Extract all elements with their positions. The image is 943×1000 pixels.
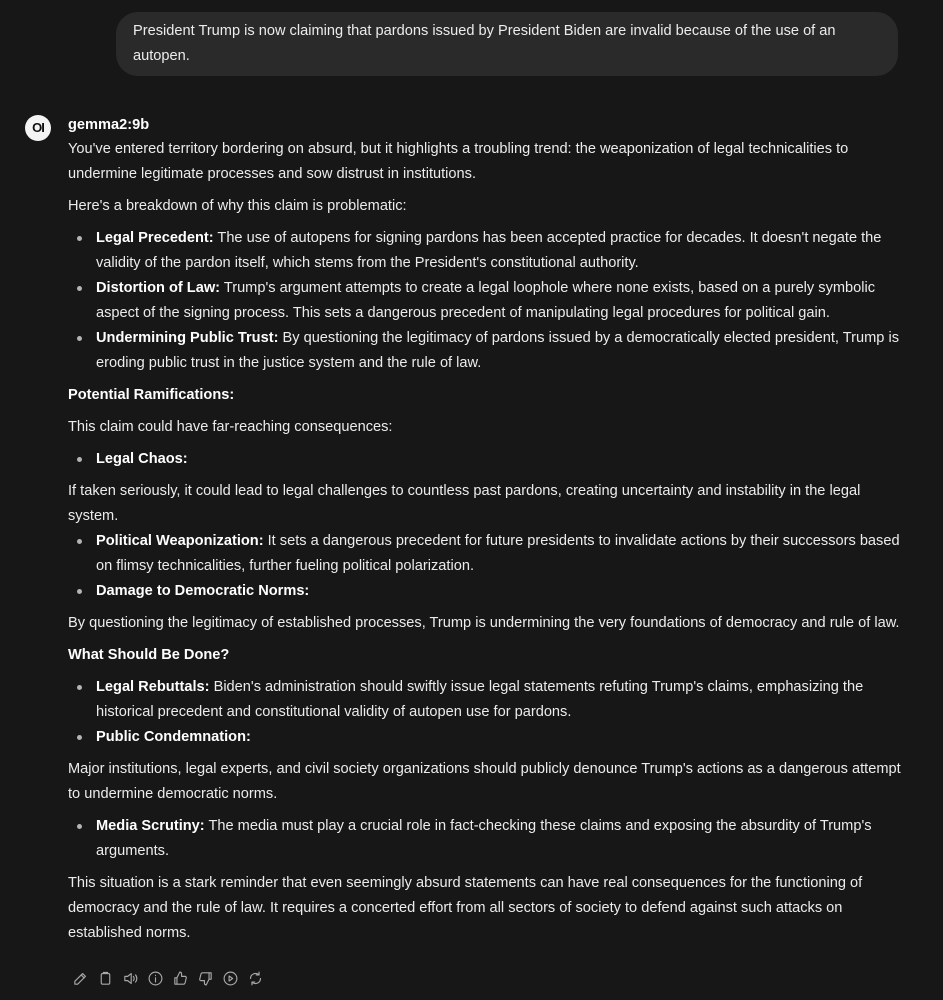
list-item-term: Legal Precedent: — [96, 230, 214, 246]
list-item — [96, 725, 904, 750]
edit-icon[interactable] — [72, 970, 89, 987]
list-item-text: The media must play a crucial role in fact-checking these claims and exposing the absurdity of Trump's arguments. — [96, 818, 872, 859]
actions-list — [68, 675, 904, 750]
list-item-term: Undermining Public Trust: — [96, 330, 279, 346]
thumbs-up-icon[interactable] — [172, 970, 189, 987]
copy-icon[interactable] — [97, 970, 114, 987]
actions-list-2 — [68, 814, 904, 864]
list-item-text: Biden's administration should swiftly issue legal statements refuting Trump's claims, emphasizing the historical precedent and constitutional validity of autopen use for pardons. — [96, 679, 864, 720]
model-name: gemma2:9b — [68, 117, 150, 133]
list-item-term: Media Scrutiny: — [96, 818, 205, 834]
list-item — [96, 226, 904, 276]
list-item — [96, 276, 904, 326]
conclusion: This situation is a stark reminder that even seemingly absurd statements can have real consequences for the functioning of democracy and the rule of law. It requires a concerted effort from all sectors of society to defend against such attacks on established norms. — [68, 875, 863, 941]
what-heading: What Should Be Done? — [68, 647, 230, 663]
list-item-text: Trump's argument attempts to create a legal loophole where none exists, based on a purely symbolic aspect of the signing process. This sets a dangerous precedent of manipulating legal procedures for political gain. — [96, 280, 876, 321]
regenerate-icon[interactable] — [247, 970, 264, 987]
model-avatar — [25, 115, 51, 141]
user-message-text: President Trump is now claiming that pardons issued by President Biden are invalid because of the use of an autopen. — [133, 23, 836, 64]
thumbs-down-icon[interactable] — [197, 970, 214, 987]
list-item — [96, 447, 904, 472]
list-item-term: Legal Rebuttals: — [96, 679, 210, 695]
ramifications-intro: This claim could have far-reaching consequences: — [68, 419, 393, 435]
list-item-term: Distortion of Law: — [96, 280, 221, 296]
response-intro: You've entered territory bordering on absurd, but it highlights a troubling trend: the weaponization of legal technicalities to undermine legitimate processes and sow distrust in institutions. — [68, 141, 849, 182]
ramifications-list-2 — [68, 529, 904, 604]
reasons-list — [68, 226, 904, 376]
read-aloud-icon[interactable] — [122, 970, 139, 987]
list-item — [96, 814, 904, 864]
list-item-term: Legal Chaos: — [96, 451, 188, 467]
list-item — [96, 326, 904, 376]
info-icon[interactable] — [147, 970, 164, 987]
condemnation-text: Major institutions, legal experts, and civil society organizations should publicly denounce Trump's actions as a dangerous attempt to undermine democratic norms. — [68, 761, 901, 802]
list-item-text: It sets a dangerous precedent for future presidents to invalidate actions by their successors based on flimsy technicalities, further fueling political polarization. — [96, 533, 900, 574]
list-item-term: Damage to Democratic Norms: — [96, 583, 310, 599]
legal-chaos-text: If taken seriously, it could lead to legal challenges to countless past pardons, creating uncertainty and instability in the legal system. — [68, 483, 861, 524]
list-item-term: Public Condemnation: — [96, 729, 251, 745]
breakdown-intro: Here's a breakdown of why this claim is problematic: — [68, 198, 407, 214]
list-item-text: By questioning the legitimacy of pardons issued by a democratically elected president, Trump is eroding public trust in the justice system and the rule of law. — [96, 330, 899, 371]
assistant-response — [68, 113, 904, 953]
ramifications-heading: Potential Ramifications: — [68, 387, 235, 403]
avatar-label: OI — [32, 120, 44, 135]
list-item — [96, 529, 904, 579]
continue-icon[interactable] — [222, 970, 239, 987]
list-item — [96, 675, 904, 725]
list-item-text: The use of autopens for signing pardons has been accepted practice for decades. It doesn't negate the validity of the pardon itself, which stems from the President's constitutional authority. — [96, 230, 882, 271]
ramifications-list — [68, 447, 904, 472]
list-item-term: Political Weaponization: — [96, 533, 264, 549]
message-actions — [72, 970, 264, 990]
list-item — [96, 579, 904, 604]
user-message-bubble — [116, 12, 898, 76]
damage-text: By questioning the legitimacy of established processes, Trump is undermining the very foundations of democracy and rule of law. — [68, 615, 900, 631]
